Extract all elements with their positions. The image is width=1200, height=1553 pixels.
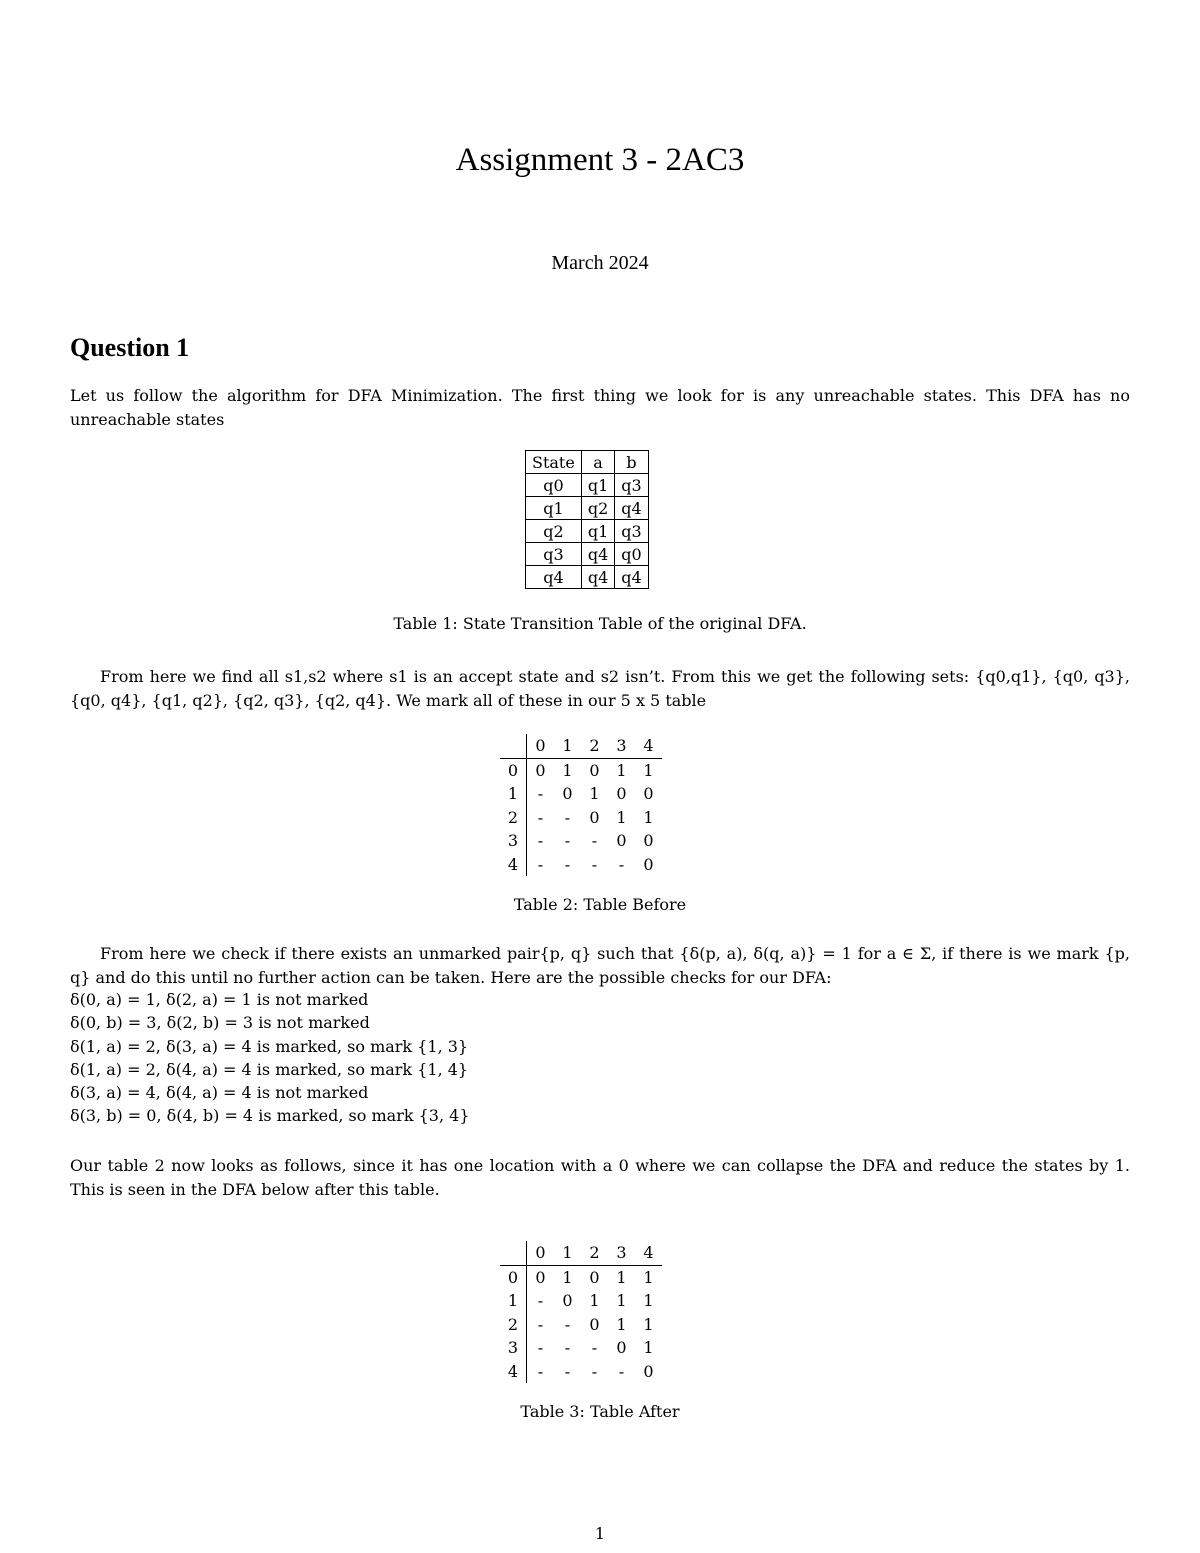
check-paragraph: From here we check if there exists an unmarked pair{p, q} such that {δ(p, a), δ(q, a)} = 1 for a ∈ Σ, if there is we mark {p, q} and do this until no further action can be taken. Here are the possible checks for our DFA: bbox=[70, 944, 1130, 987]
table-row-header: 2 bbox=[500, 1313, 527, 1337]
check-line: δ(3, b) = 0, δ(4, b) = 4 is marked, so mark {3, 4} bbox=[70, 1106, 470, 1126]
document-title: Assignment 3 - 2AC3 bbox=[455, 142, 745, 178]
table-after bbox=[500, 1241, 662, 1383]
table-cell: 0 bbox=[643, 1361, 654, 1381]
table-cell: 0 bbox=[562, 1291, 573, 1311]
table-row bbox=[500, 829, 662, 853]
table-column-header: 2 bbox=[581, 734, 608, 758]
checks-list bbox=[70, 988, 470, 1128]
table-cell: - bbox=[537, 1338, 544, 1358]
table-cell: 1 bbox=[643, 1267, 654, 1287]
transition-table bbox=[525, 450, 649, 589]
table-row bbox=[526, 543, 649, 566]
table-cell: - bbox=[537, 854, 544, 874]
table-cell: 1 bbox=[643, 760, 654, 780]
table-header-row bbox=[526, 451, 649, 474]
table-cell: - bbox=[618, 1361, 625, 1381]
table-row-header: 3 bbox=[500, 829, 527, 853]
table-row bbox=[500, 1289, 662, 1313]
table-cell: 0 bbox=[616, 831, 627, 851]
table-row bbox=[500, 806, 662, 830]
table-cell: 0 bbox=[535, 1267, 546, 1287]
table-cell: q4 bbox=[581, 543, 614, 566]
table-header-row bbox=[500, 734, 662, 758]
table-cell: q2 bbox=[581, 497, 614, 520]
table-cell: q1 bbox=[526, 497, 582, 520]
table-column-header: 2 bbox=[581, 1241, 608, 1265]
table-cell: - bbox=[537, 784, 544, 804]
table-cell: 1 bbox=[616, 1291, 627, 1311]
page-number: 1 bbox=[594, 1524, 606, 1543]
question-heading: Question 1 bbox=[70, 333, 190, 362]
table-cell: - bbox=[591, 1338, 598, 1358]
table-cell: 0 bbox=[643, 784, 654, 804]
table-cell: - bbox=[564, 854, 571, 874]
table-row-header: 1 bbox=[500, 782, 527, 806]
table-row-header: 2 bbox=[500, 806, 527, 830]
table-row bbox=[500, 1360, 662, 1384]
table-cell: - bbox=[537, 1314, 544, 1334]
table-column-header: 1 bbox=[554, 734, 581, 758]
table-cell: 0 bbox=[562, 784, 573, 804]
check-line: δ(0, a) = 1, δ(2, a) = 1 is not marked bbox=[70, 990, 369, 1009]
table-cell: 0 bbox=[589, 760, 600, 780]
table-cell: 1 bbox=[643, 1291, 654, 1311]
table-row bbox=[526, 520, 649, 543]
table-cell: q1 bbox=[581, 520, 614, 543]
table-column-header: 1 bbox=[554, 1241, 581, 1265]
table-row-header: 4 bbox=[500, 1360, 527, 1384]
table-row bbox=[526, 474, 649, 497]
table-column-header: 4 bbox=[635, 1241, 662, 1265]
check-line: δ(1, a) = 2, δ(4, a) = 4 is marked, so mark {1, 4} bbox=[70, 1059, 469, 1079]
table-column-header: 0 bbox=[527, 734, 555, 758]
table-cell: - bbox=[591, 831, 598, 851]
table-cell: - bbox=[564, 1338, 571, 1358]
table-cell: - bbox=[591, 854, 598, 874]
table-corner-cell bbox=[500, 734, 527, 758]
table-cell: 0 bbox=[643, 854, 654, 874]
table-header-cell: a bbox=[581, 451, 614, 474]
table-cell: q4 bbox=[615, 497, 648, 520]
table-cell: 1 bbox=[589, 1291, 600, 1311]
table-cell: - bbox=[564, 1361, 571, 1381]
table-cell: 1 bbox=[589, 784, 600, 804]
table-cell: 1 bbox=[616, 760, 627, 780]
table-cell: 1 bbox=[562, 760, 573, 780]
table-cell: 1 bbox=[643, 1314, 654, 1334]
table-header-cell: b bbox=[615, 451, 648, 474]
table-row bbox=[500, 1313, 662, 1337]
table-row bbox=[500, 1336, 662, 1360]
table-row bbox=[526, 566, 649, 589]
table-cell: 1 bbox=[616, 1314, 627, 1334]
table-cell: - bbox=[537, 831, 544, 851]
table-cell: - bbox=[564, 807, 571, 827]
table-cell: q2 bbox=[526, 520, 582, 543]
table-cell: 0 bbox=[616, 784, 627, 804]
table-corner-cell bbox=[500, 1241, 527, 1265]
table-row bbox=[500, 782, 662, 806]
table-row-header: 4 bbox=[500, 853, 527, 877]
table-cell: 1 bbox=[562, 1267, 573, 1287]
table-cell: q3 bbox=[615, 474, 648, 497]
table-cell: q0 bbox=[526, 474, 582, 497]
table-cell: q3 bbox=[615, 520, 648, 543]
table-cell: q1 bbox=[581, 474, 614, 497]
table-row bbox=[500, 758, 662, 782]
table-cell: q4 bbox=[526, 566, 582, 589]
table-cell: 1 bbox=[616, 807, 627, 827]
table-cell: - bbox=[537, 807, 544, 827]
table-cell: - bbox=[618, 854, 625, 874]
check-line: δ(1, a) = 2, δ(3, a) = 4 is marked, so mark {1, 3} bbox=[70, 1036, 469, 1056]
intro-paragraph: Let us follow the algorithm for DFA Minimization. The first thing we look for is any unreachable states. This DFA has no unreachable states bbox=[70, 386, 1130, 429]
table-cell: 1 bbox=[643, 1338, 654, 1358]
table-1-caption: Table 1: State Transition Table of the original DFA. bbox=[393, 614, 807, 633]
table-column-header: 3 bbox=[608, 734, 635, 758]
table-before bbox=[500, 734, 662, 876]
table-row-header: 3 bbox=[500, 1336, 527, 1360]
table-row-header: 0 bbox=[500, 758, 527, 782]
table-cell: - bbox=[591, 1361, 598, 1381]
table-3-caption: Table 3: Table After bbox=[520, 1402, 680, 1421]
after-paragraph: Our table 2 now looks as follows, since it has one location with a 0 where we can collapse the DFA and reduce the states by 1. This is seen in the DFA below after this table. bbox=[70, 1156, 1130, 1199]
table-cell: q3 bbox=[526, 543, 582, 566]
table-cell: - bbox=[537, 1361, 544, 1381]
sets-paragraph: From here we find all s1,s2 where s1 is an accept state and s2 isn’t. From this we get the following sets: {q0,q1}, {q0, q3}, {q0, q4}, {q1, q2}, {q2, q3}, {q2, q4}. We mark all of these in our 5 x 5 table bbox=[70, 667, 1130, 710]
document-date: March 2024 bbox=[551, 252, 649, 274]
table-cell: 0 bbox=[589, 1267, 600, 1287]
table-cell: q4 bbox=[581, 566, 614, 589]
table-row bbox=[500, 1265, 662, 1289]
table-cell: 0 bbox=[589, 1314, 600, 1334]
table-cell: 0 bbox=[589, 807, 600, 827]
table-row bbox=[500, 853, 662, 877]
table-cell: - bbox=[564, 831, 571, 851]
check-line: δ(3, a) = 4, δ(4, a) = 4 is not marked bbox=[70, 1083, 369, 1103]
table-row-header: 0 bbox=[500, 1265, 527, 1289]
table-cell: q4 bbox=[615, 566, 648, 589]
table-cell: - bbox=[564, 1314, 571, 1334]
check-line: δ(0, b) = 3, δ(2, b) = 3 is not marked bbox=[70, 1013, 370, 1033]
table-column-header: 4 bbox=[635, 734, 662, 758]
table-cell: q0 bbox=[615, 543, 648, 566]
table-cell: 0 bbox=[643, 831, 654, 851]
table-row-header: 1 bbox=[500, 1289, 527, 1313]
table-cell: 1 bbox=[616, 1267, 627, 1287]
table-2-caption: Table 2: Table Before bbox=[513, 895, 687, 914]
table-cell: 1 bbox=[643, 807, 654, 827]
table-header-row bbox=[500, 1241, 662, 1265]
table-cell: - bbox=[537, 1291, 544, 1311]
table-cell: 0 bbox=[535, 760, 546, 780]
table-row bbox=[526, 497, 649, 520]
table-column-header: 3 bbox=[608, 1241, 635, 1265]
table-cell: 0 bbox=[616, 1338, 627, 1358]
table-header-cell: State bbox=[526, 451, 582, 474]
table-column-header: 0 bbox=[527, 1241, 555, 1265]
